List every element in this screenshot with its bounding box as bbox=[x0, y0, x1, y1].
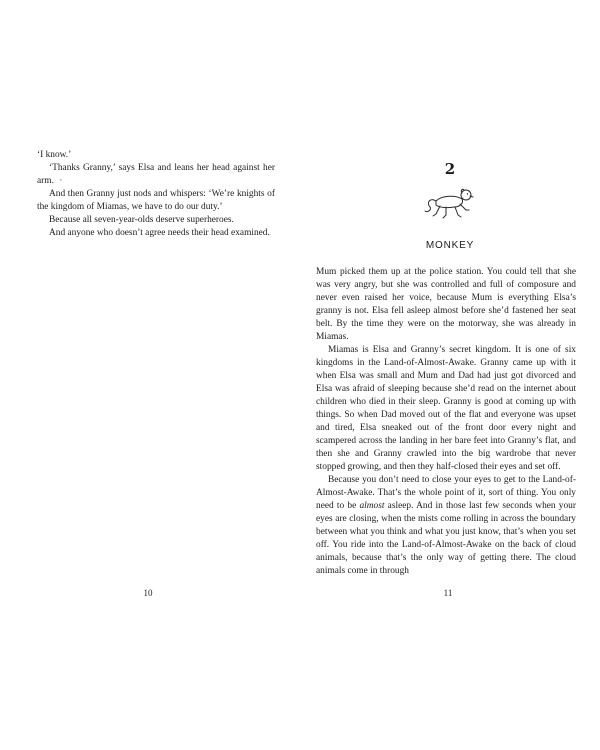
left-page-text bbox=[37, 149, 275, 240]
paragraph: And then Granny just nods and whispers: ‘We’re knights of the kingdom of Miamas, we have to do our duty.’ bbox=[37, 189, 275, 212]
chapter-title: MONKEY bbox=[425, 240, 475, 251]
pencil-mark: ᵛ bbox=[59, 177, 62, 185]
paragraph: Mum picked them up at the police station. You could tell that she was very angry, but she was controlled and full of composure and never even raised her voice, because Mum is everything Elsa’s granny is not. Elsa fell asleep almost before she’d fastened her seat belt. By the time they were on the motorway, she was already in Miamas. bbox=[316, 267, 576, 342]
page-number: 10 bbox=[143, 588, 153, 598]
paragraph: ‘Thanks Granny,’ says Elsa and leans her head against her arm. $^ᵛ$ bbox=[37, 163, 275, 186]
paragraph: And anyone who doesn’t agree needs their head examined. bbox=[49, 228, 270, 238]
paragraph: Because you don’t need to close your eyes to get to the Land-of-Almost-Awake. That’s the whole point of it, sort of thing. You only need to be almost asleep. And in those last few seconds when your eyes are closing, when the mists come rolling in across the boundary between what you think and what you just know, that’s when you set off. You ride into the Land-of-Almost-Awake on the back of cloud animals, because that’s the only way of getting there. The cloud animals come in through bbox=[316, 475, 576, 576]
page-number: 11 bbox=[443, 588, 453, 598]
right-page-text bbox=[316, 266, 576, 578]
right-page bbox=[300, 0, 600, 750]
emphasis-text: almost bbox=[359, 501, 385, 511]
paragraph: ‘I know.’ bbox=[37, 150, 72, 160]
chapter-number: 2 bbox=[444, 160, 456, 178]
paragraph: Miamas is Elsa and Granny’s secret kingdom. It is one of six kingdoms in the Land-of-Almost-Awake. Granny came up with it when Elsa was small and Mum and Dad had just got divorced and Elsa was afraid of sleeping because she’d read on the internet about children who died in their sleep. Granny is good at coming up with things. So when Dad moved out of the flat and everyone was upset and tired, Elsa sneaked out of the front door every night and scampered across the landing in her bare feet into Granny’s flat, and then she and Granny crawled into the big wardrobe that never stopped growing, and then they half-closed their eyes and set off. bbox=[316, 345, 576, 472]
monkey-illustration bbox=[422, 183, 482, 223]
paragraph: Because all seven-year-olds deserve superheroes. bbox=[49, 215, 234, 225]
